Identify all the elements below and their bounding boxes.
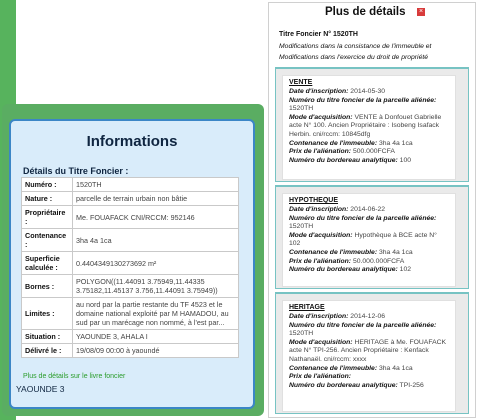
title-foncier-number: Titre Foncier N° 1520TH [279,31,358,38]
transaction-field [289,206,449,215]
details-panel [268,2,476,418]
transaction-type: HYPOTHEQUE [289,197,339,204]
info-title: Informations [86,133,178,150]
transaction-field [289,157,449,166]
field-value: 102 [399,266,412,274]
field-value: 3ha 4a 1ca [379,364,413,372]
transaction-card [275,67,469,182]
transaction-card [275,185,469,289]
table-row [22,330,239,344]
transaction-field [289,258,449,267]
table-row [22,252,239,275]
row-value: 0.4404349130273692 m² [73,252,239,275]
details-table [21,177,239,358]
transaction-field [289,313,449,322]
info-panel-content [9,119,255,409]
field-value: 3ha 4a 1ca [379,139,413,147]
field-label: Numéro du bordereau analytique: [289,381,398,389]
row-label: Délivré le : [22,344,73,358]
field-value: 500.000FCFA [352,148,395,156]
transaction-field [289,148,449,157]
row-value: 1520TH [73,178,239,192]
field-label: Mode d'acquisition: [289,231,353,239]
row-value: POLYGON((11.44091 3.75949,11.44335 3.75182,11.45137 3.756,11.44091 3.75949)) [73,275,239,298]
field-label: Prix de l'aliénation: [289,373,352,381]
field-label: Numéro du titre foncier de la parcelle aliénée: [289,214,437,222]
row-value: YAOUNDE 3, AHALA I [73,330,239,344]
table-row [22,206,239,229]
row-label: Numéro : [22,178,73,192]
field-value: 3ha 4a 1ca [379,248,413,256]
transaction-field [289,249,449,258]
transaction-card [275,292,469,414]
row-label: Bornes : [22,275,73,298]
transaction-type: VENTE [289,79,313,86]
field-value: 1520TH [289,105,314,113]
field-value: 1520TH [289,330,314,338]
row-value: parcelle de terrain urbain non bâtie [73,192,239,206]
field-label: Contenance de l'immeuble: [289,139,378,147]
field-label: Mode d'acquisition: [289,113,353,121]
modifications-description: Modifications dans la consistance de l'immeuble et Modifications dans l'exercice du droit de propriété [279,43,432,61]
table-row [22,178,239,192]
details-panel-title: Plus de détails [325,6,406,18]
table-row [22,344,239,358]
field-label: Date d'inscription: [289,313,349,320]
field-value: 100 [399,156,412,164]
field-label: Numéro du titre foncier de la parcelle aliénée: [289,321,437,329]
close-icon[interactable]: × [418,8,424,15]
field-value: 2014-06-22 [350,206,386,213]
transaction-card-content [282,193,456,287]
transaction-field [289,140,449,149]
row-value: au nord par la partie restante du TF 4523 et le domaine national exploité par M HAMADOU, au sud par un marécage non nommé, à l'est par... [73,298,239,330]
row-label: Superficie calculée : [22,252,73,275]
transaction-field [289,88,449,97]
table-row [22,192,239,206]
table-row [22,229,239,252]
field-value: VENTE à Donfouet Gabrielle acte N° 100. Ancien Propriétaire : Isobeng Isafack Herbin. cni/rccm: 10845dfg [289,113,442,138]
more-details-link[interactable]: Plus de détails sur le livre foncier [23,373,126,380]
row-value: 3ha 4a 1ca [73,229,239,252]
transaction-field [289,114,449,140]
field-value: HERITAGE à Me. FOUAFACK acte N° TPI-256. Ancien Propriétaire : Kenfack Nathanaël. cni/rccm: xxxx [289,338,447,363]
details-heading: Détails du Titre Foncier : [23,166,129,176]
field-label: Mode d'acquisition: [289,338,353,346]
row-value: 19/08/09 00:00 à yaoundé [73,344,239,358]
field-label: Date d'inscription: [289,88,349,95]
field-label: Numéro du bordereau analytique: [289,266,398,274]
row-label: Contenance : [22,229,73,252]
transaction-field [289,97,449,114]
row-label: Nature : [22,192,73,206]
transaction-type: HERITAGE [289,304,325,311]
info-panel [2,104,264,416]
transaction-field [289,215,449,232]
transaction-field [289,322,449,339]
field-label: Prix de l'aliénation: [289,257,352,265]
transaction-card-content [282,300,456,412]
field-label: Prix de l'aliénation: [289,148,352,156]
transaction-field [289,365,449,374]
transaction-field [289,339,449,365]
row-label: Propriétaire : [22,206,73,229]
transaction-field [289,373,449,382]
field-value: 2014-05-30 [350,88,386,95]
table-row [22,298,239,330]
field-label: Date d'inscription: [289,206,349,213]
field-label: Numéro du titre foncier de la parcelle aliénée: [289,96,437,104]
details-panel-header [269,3,475,23]
field-value: 2014-12-06 [350,313,386,320]
field-label: Numéro du bordereau analytique: [289,156,398,164]
row-label: Limites : [22,298,73,330]
row-label: Situation : [22,330,73,344]
field-value: Hypothèque à BCE acte N° 102 [289,231,437,248]
field-value: 50.000.000FCFA [352,257,405,265]
transaction-field [289,266,449,275]
transaction-card-content [282,75,456,180]
row-value: Me. FOUAFACK CNI/RCCM: 952146 [73,206,239,229]
field-value: 1520TH [289,223,314,231]
field-value: TPI-256 [399,381,424,389]
table-row [22,275,239,298]
transaction-field [289,382,449,391]
transaction-field [289,232,449,249]
field-label: Contenance de l'immeuble: [289,248,378,256]
field-label: Contenance de l'immeuble: [289,364,378,372]
city-label: YAOUNDE 3 [16,384,65,394]
